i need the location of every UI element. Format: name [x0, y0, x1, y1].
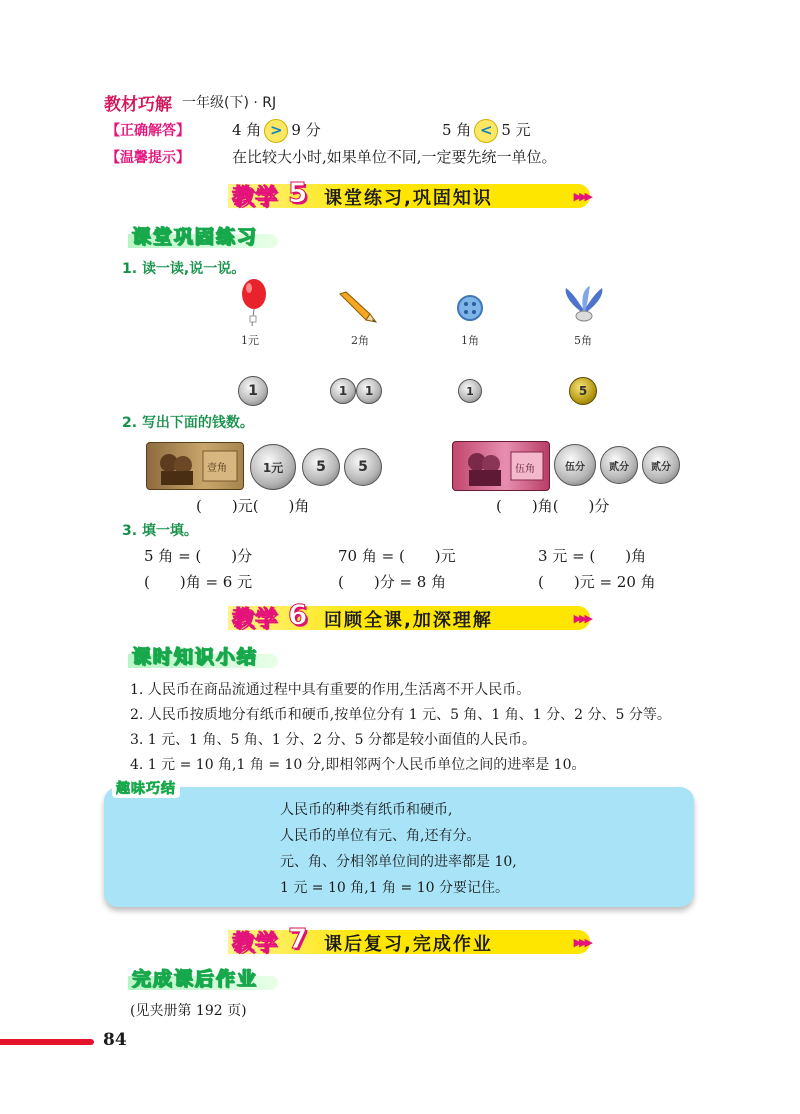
grade-label: 一年级(下) · RJ [182, 95, 277, 111]
banner-title: 课堂练习,巩固知识 [324, 188, 493, 209]
balloon-icon [236, 278, 276, 328]
summary-item: 4. 1 元 = 10 角,1 角 = 10 分,即相邻两个人民币单位之间的进率是 10。 [130, 757, 586, 773]
answer-2-right: 5 元 [501, 121, 531, 139]
banner-number: 5 [288, 176, 308, 209]
fill-blank[interactable]: 5 角 = ( )分 [144, 547, 253, 565]
button-icon [456, 294, 484, 322]
compare-symbol: > [264, 119, 288, 143]
coin-5-jiao: 5 [302, 448, 340, 486]
section-title: 课堂巩固练习 [128, 222, 282, 250]
answer-2-left: 5 角 [442, 121, 472, 139]
banner-lesson-7 [228, 922, 594, 956]
banner-title: 课后复习,完成作业 [324, 934, 493, 955]
book-title: 教材巧解 [104, 95, 172, 115]
pencil-icon [336, 290, 380, 324]
fill-blank[interactable]: 3 元 = ( )角 [538, 547, 647, 565]
coin-1-yuan: 1 [238, 376, 268, 406]
coin-1-yuan: 1元 [250, 444, 296, 490]
rhyme-line: 人民币的种类有纸币和硬币, [280, 802, 453, 818]
banknote-portrait-icon [147, 443, 243, 489]
coin-5-jiao: 5 [344, 448, 382, 486]
price-label: 2角 [351, 334, 369, 347]
tip-tag: 【温馨提示】 [106, 150, 190, 166]
answer-blank[interactable]: ( )元( )角 [196, 497, 310, 515]
coin-1-jiao: 1 [330, 378, 356, 404]
fill-blank[interactable]: 70 角 = ( )元 [338, 547, 456, 565]
question-1: 1. 读一读,说一说。 [122, 261, 246, 277]
answer-blank[interactable]: ( )角( )分 [496, 497, 610, 515]
price-label: 5角 [574, 334, 592, 347]
toy-icon [560, 284, 608, 322]
banknote-text: 伍角 [515, 464, 535, 475]
banknote-5-jiao [452, 441, 550, 491]
banner-lesson-6 [228, 598, 594, 632]
question-3: 3. 填一填。 [122, 523, 198, 539]
coin-5-fen: 伍分 [554, 444, 596, 486]
answer-tag: 【正确解答】 [106, 123, 190, 139]
rhyme-line: 元、角、分相邻单位间的进率都是 10, [280, 854, 517, 870]
fill-blank[interactable]: ( )元 = 20 角 [538, 573, 656, 591]
banner-title: 回顾全课,加深理解 [324, 610, 493, 631]
answer-row [106, 120, 190, 140]
tip-text: 在比较大小时,如果单位不同,一定要先统一单位。 [232, 148, 557, 166]
banner-label: 教学 [232, 607, 279, 632]
summary-item: 1. 人民币在商品流通过程中具有重要的作用,生活离不开人民币。 [130, 682, 531, 698]
coin-5-jiao: 5 [569, 377, 597, 405]
question-2: 2. 写出下面的钱数。 [122, 415, 254, 431]
banner-label: 教学 [232, 185, 279, 210]
homework-reference: (见夹册第 192 页) [130, 1003, 247, 1019]
banner-number: 6 [288, 598, 308, 631]
answer-1-right: 9 分 [291, 121, 321, 139]
banner-number: 7 [288, 922, 308, 955]
arrows-icon: ▶▶▶ [573, 612, 590, 625]
answer-1 [232, 119, 321, 143]
fun-summary-tag: 趣味巧结 [112, 778, 180, 798]
coin-1-jiao: 1 [458, 379, 482, 403]
banknote-text: 壹角 [207, 463, 227, 474]
page-number: 84 [103, 1030, 127, 1050]
answer-1-left: 4 角 [232, 121, 262, 139]
arrows-icon: ▶▶▶ [573, 936, 590, 949]
compare-symbol: < [474, 119, 498, 143]
banner-label: 教学 [232, 931, 279, 956]
price-label: 1角 [461, 334, 479, 347]
answer-2 [442, 119, 531, 143]
price-label: 1元 [241, 334, 259, 347]
summary-item: 2. 人民币按质地分有纸币和硬币,按单位分有 1 元、5 角、1 角、1 分、2 分、5 分等。 [130, 707, 671, 723]
section-title: 课时知识小结 [128, 642, 282, 670]
footer-bar [0, 1039, 94, 1045]
coin-2-fen: 贰分 [642, 446, 680, 484]
section-title: 完成课后作业 [128, 964, 282, 992]
banner-lesson-5 [228, 176, 594, 210]
rhyme-line: 1 元 = 10 角,1 角 = 10 分要记住。 [280, 880, 509, 896]
coin-1-jiao: 1 [356, 378, 382, 404]
coin-2-fen: 贰分 [600, 446, 638, 484]
fill-blank[interactable]: ( )分 = 8 角 [338, 573, 447, 591]
fun-summary-box [104, 787, 694, 907]
fill-blank[interactable]: ( )角 = 6 元 [144, 573, 253, 591]
tip-row [106, 147, 190, 167]
rhyme-line: 人民币的单位有元、角,还有分。 [280, 828, 481, 844]
arrows-icon: ▶▶▶ [573, 190, 590, 203]
summary-item: 3. 1 元、1 角、5 角、1 分、2 分、5 分都是较小面值的人民币。 [130, 732, 536, 748]
banknote-1-jiao [146, 442, 244, 490]
